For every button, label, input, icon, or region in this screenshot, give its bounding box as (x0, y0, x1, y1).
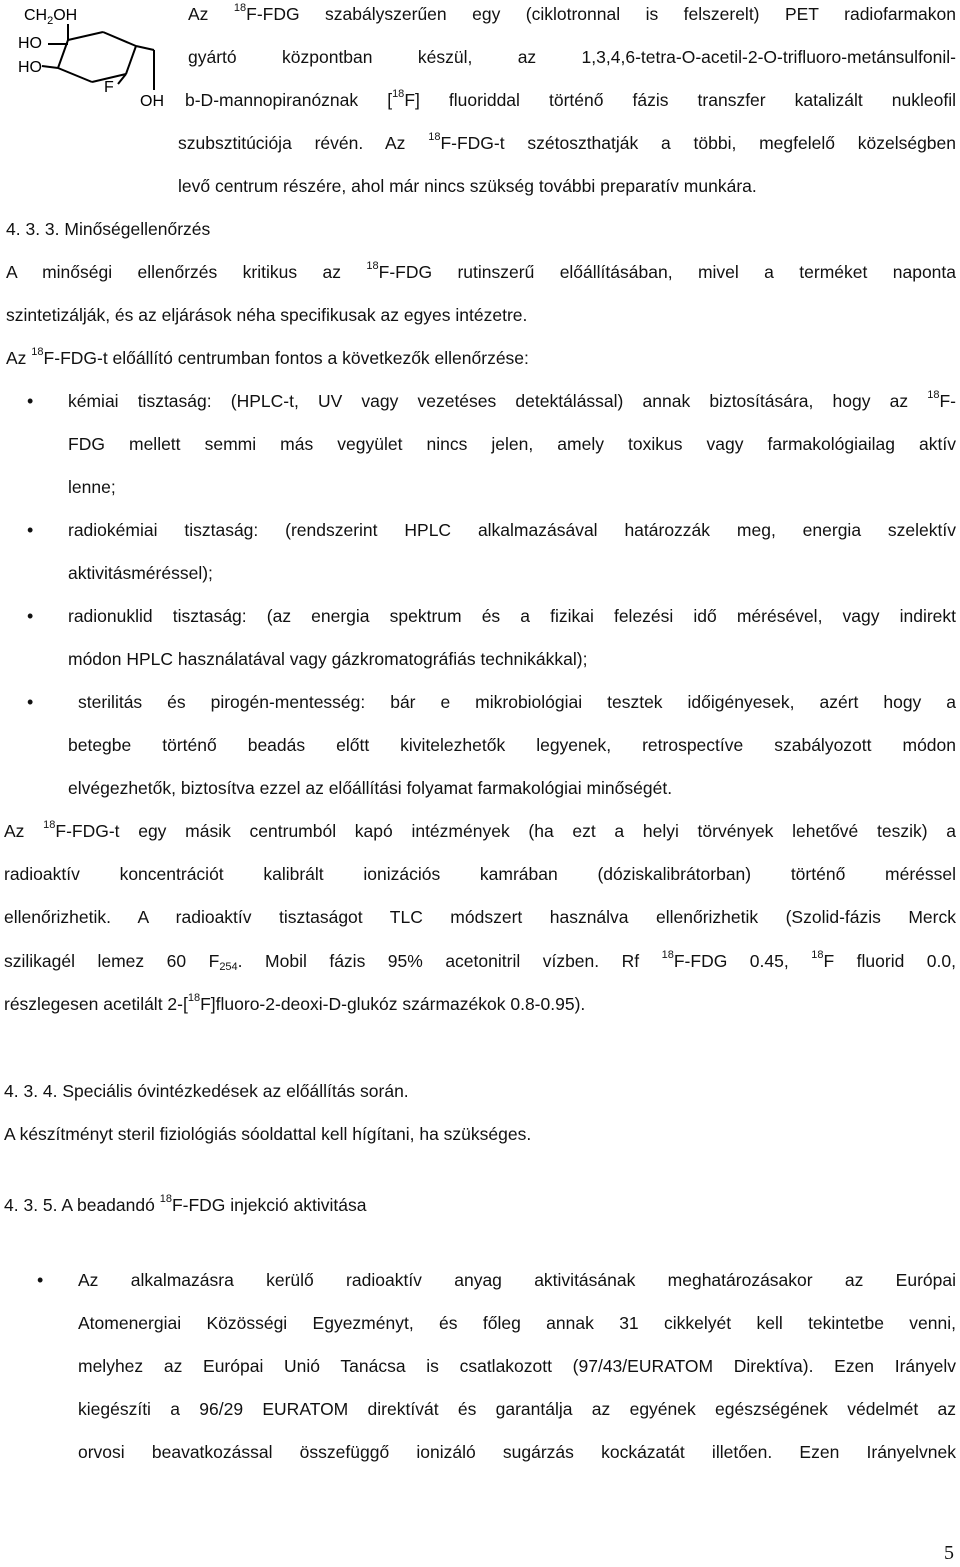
sec435-bullet-line-3: melyhez az Európai Unió Tanácsa is csatlakozott (97/43/EURATOM Direktíva). Ezen Irányelv (78, 1356, 956, 1376)
bullet-dot: • (37, 1270, 44, 1290)
sec433-p3-line-4: szilikagél lemez 60 $F_{254}$. Mobil fázis 95% acetonitril vízben. Rf $^{18}$F-FDG 0.45, $^{18}$F fluorid 0.0, (4, 949, 956, 973)
bullet-dot: • (27, 606, 34, 626)
fdg-structure-svg (8, 4, 178, 114)
sec433-p2: Az $^{18}$F-FDG-t előállító centrumban fontos a következők ellenőrzése: (6, 346, 529, 368)
intro-line-4: szubsztitúciója révén. Az $^{18}$F-FDG-t szétoszthatják a többi, megfelelő közelségben (178, 131, 956, 153)
page-number: 5 (944, 1542, 954, 1564)
ho-label-1: HO (18, 35, 42, 52)
section-434-heading: 4. 3. 4. Speciális óvintézkedések az előállítás során. (4, 1081, 409, 1101)
bullet-1-line-2: FDG mellett semmi más vegyület nincs jelen, amely toxikus vagy farmakológiailag aktív (68, 434, 956, 454)
bullet-dot: • (27, 391, 34, 411)
bullet-2-line-2: aktivitásméréssel); (68, 563, 213, 583)
sec433-p3-line-5: részlegesen acetilált 2-[$^{18}$F]fluoro-2-deoxi-D-glukóz származékok 0.8-0.95). (4, 992, 586, 1014)
intro-line-5: levő centrum részére, ahol már nincs szükség további preparatív munkára. (178, 176, 757, 196)
bullet-4-line-2: betegbe történő beadás előtt kivitelezhetők legyenek, retrospectíve szabályozott módon (68, 735, 956, 755)
ho-label-2: HO (18, 59, 42, 76)
bullet-dot: • (27, 520, 34, 540)
sec435-bullet-line-4: kiegészíti a 96/29 EURATOM direktívát és garantálja az egyének egészségének védelmét az (78, 1399, 956, 1419)
sec433-p3-line-1: Az $^{18}$F-FDG-t egy másik centrumból kapó intézmények (ha ezt a helyi törvények lehetővé teszik) a (4, 819, 956, 841)
bullet-dot: • (27, 692, 34, 712)
f-label: F (104, 79, 114, 96)
intro-line-3: b-D-mannopiranóznak [$^{18}$F] fluoriddal történő fázis transzfer katalizált nukleofil (185, 88, 957, 110)
bullet-3-line-1: radionuklid tisztaság: (az energia spektrum és a fizikai felezési idő mérésével, vagy indirekt (68, 606, 956, 626)
oh-label: OH (140, 93, 164, 110)
intro-line-2: gyártó központban készül, az 1,3,4,6-tetra-O-acetil-2-O-trifluoro-metánsulfonil- (188, 47, 956, 67)
ch2oh-label: $CH_2OH$ (24, 7, 78, 27)
bullet-1-line-1: kémiai tisztaság: (HPLC-t, UV vagy vezetéses detektálással) annak biztosítására, hogy az $^{18}$F- (68, 389, 956, 411)
bullet-4-line-1: sterilitás és pirogén-mentesség: bár e mikrobiológiai tesztek időigényesek, azért hogy a (78, 692, 956, 712)
sec434-text: A készítményt steril fiziológiás sóoldattal kell hígítani, ha szükséges. (4, 1124, 532, 1144)
sec433-p3-line-2: radioaktív koncentrációt kalibrált ionizációs kamrában (dóziskalibrátorban) történő méréssel (4, 864, 956, 884)
bullet-3-line-2: módon HPLC használatával vagy gázkromatográfiás technikákkal); (68, 649, 588, 669)
section-433-heading: 4. 3. 3. Minőségellenőrzés (6, 219, 211, 239)
bullet-2-line-1: radiokémiai tisztaság: (rendszerint HPLC alkalmazásával határozzák meg, energia szelektív (68, 520, 956, 540)
section-435-heading: 4. 3. 5. A beadandó $^{18}$F-FDG injekció aktivitása (4, 1193, 367, 1215)
sec433-p3-line-3: ellenőrizhetik. A radioaktív tisztaságot TLC módszert használva ellenőrizhetik (Szolid-fázis Merck (4, 907, 956, 927)
sec435-bullet-line-5: orvosi beavatkozással összefüggő ionizáló sugárzás kockázatát illetően. Ezen Irányelvnek (78, 1442, 956, 1462)
sec433-p1-line-1: A minőségi ellenőrzés kritikus az $^{18}$F-FDG rutinszerű előállításában, mivel a terméket naponta (6, 260, 957, 282)
bullet-1-line-3: lenne; (68, 477, 116, 497)
sec435-bullet-line-1: Az alkalmazásra kerülő radioaktív anyag aktivitásának meghatározásakor az Európai (78, 1270, 956, 1290)
sec433-p1-line-2: szintetizálják, és az eljárások néha specifikusak az egyes intézetre. (6, 305, 528, 325)
intro-line-1: Az $^{18}$F-FDG szabályszerűen egy (ciklotronnal is felszerelt) PET radiofarmakon (188, 2, 956, 24)
bullet-4-line-3: elvégezhetők, biztosítva ezzel az előállítási folyamat farmakológiai minőségét. (68, 778, 673, 798)
sec435-bullet-line-2: Atomenergiai Közösségi Egyezményt, és főleg annak 31 cikkelyét kell tekintetbe venni, (78, 1313, 956, 1333)
fdg-structure-diagram (8, 4, 178, 114)
